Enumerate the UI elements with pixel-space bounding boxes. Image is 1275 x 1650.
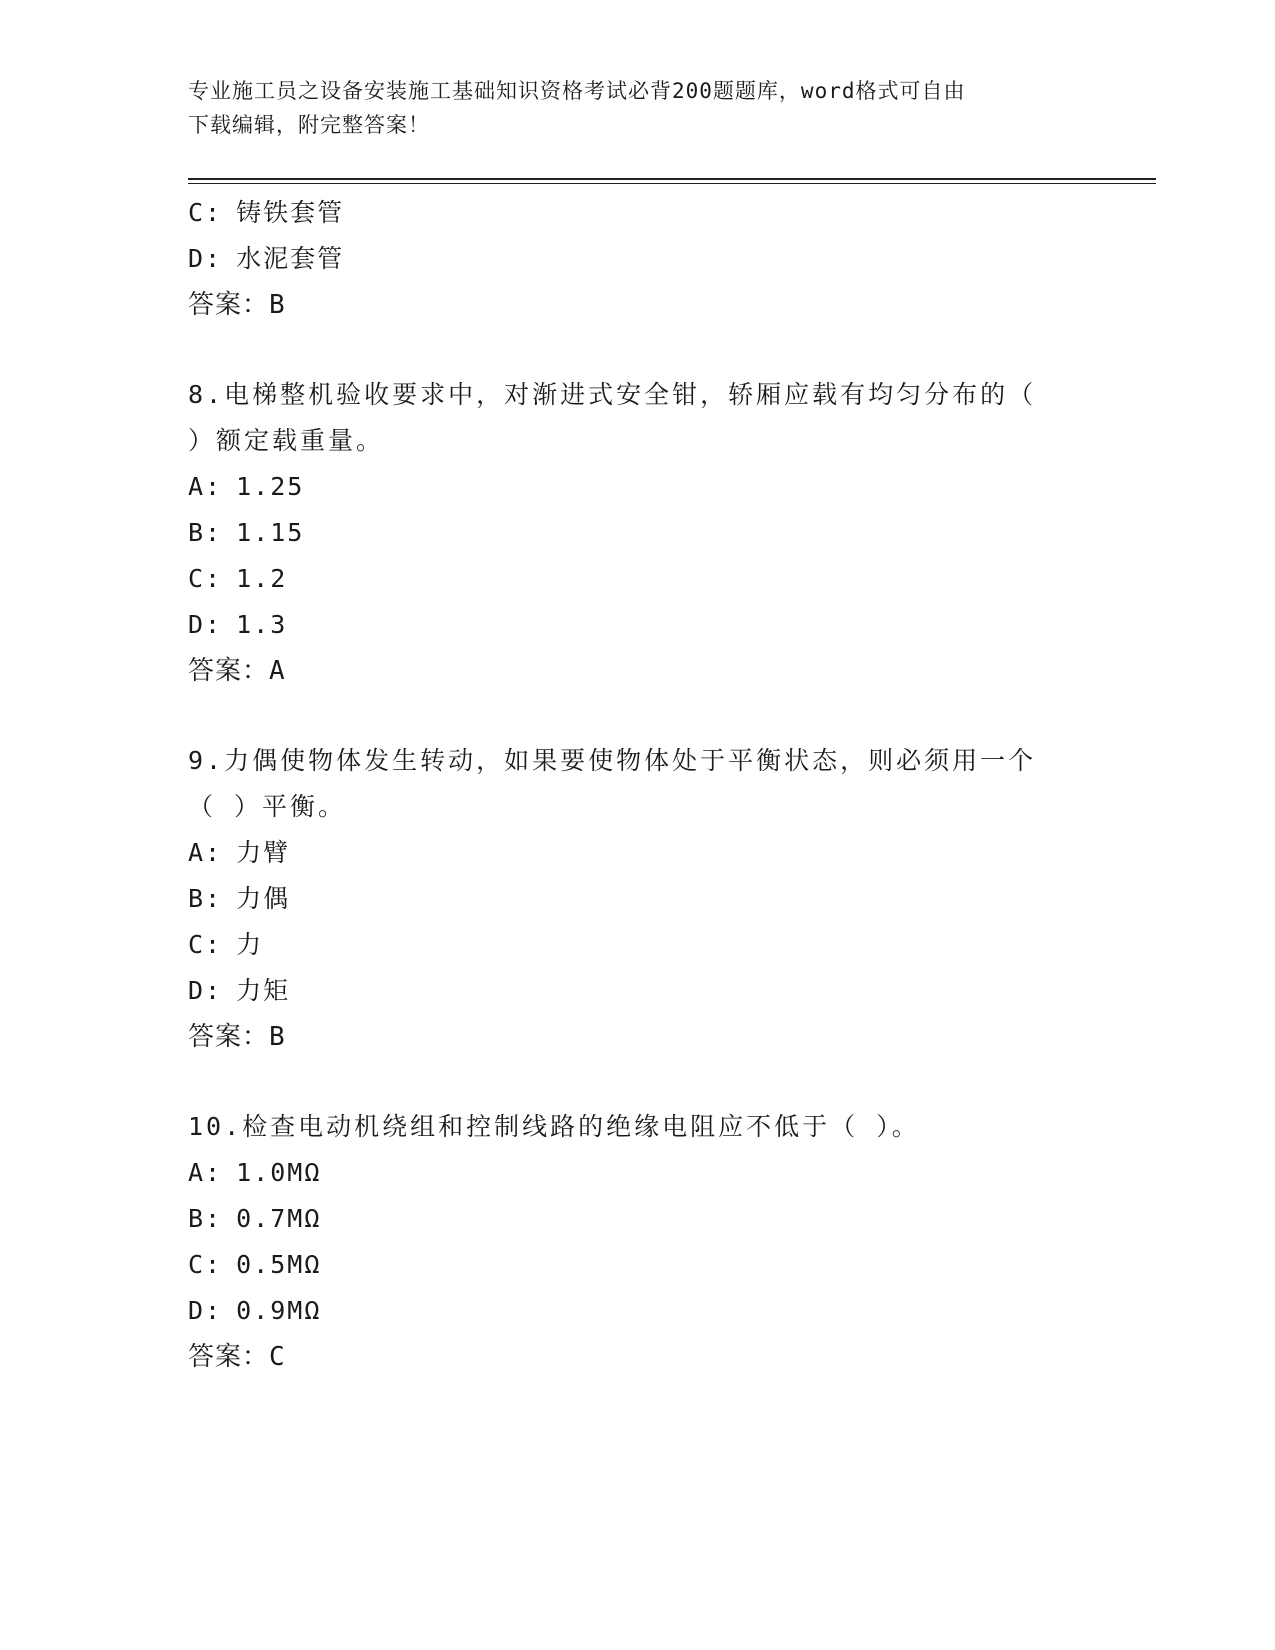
option-b — [188, 876, 1088, 922]
option-a — [188, 1150, 1088, 1196]
question-9 — [188, 738, 1088, 1060]
question-8 — [188, 372, 1088, 694]
option-key: B: — [188, 884, 223, 913]
question-text-line-1: 10.检查电动机绕组和控制线路的绝缘电阻应不低于（ ）。 — [188, 1112, 920, 1141]
option-text: 0.5MΩ — [236, 1250, 322, 1279]
option-b — [188, 1196, 1088, 1242]
option-c — [188, 922, 1088, 968]
question-10 — [188, 1104, 1088, 1380]
option-key: C: — [188, 198, 223, 227]
option-c — [188, 556, 1088, 602]
option-text: 1.25 — [236, 472, 305, 501]
option-text: 水泥套管 — [236, 244, 345, 273]
option-key: C: — [188, 564, 223, 593]
option-c — [188, 1242, 1088, 1288]
option-key: D: — [188, 610, 223, 639]
document-header — [188, 74, 1088, 142]
question-text-line-1: 9.力偶使物体发生转动，如果要使物体处于平衡状态，则必须用一个 — [188, 746, 1037, 775]
header-divider-thin — [188, 183, 1156, 184]
option-d — [188, 602, 1088, 648]
header-line-1: 专业施工员之设备安装施工基础知识资格考试必背200题题库，word格式可自由 — [188, 79, 966, 103]
option-d — [188, 968, 1088, 1014]
option-c — [188, 190, 1088, 236]
answer-line: 答案：A — [188, 656, 286, 686]
option-text: 1.15 — [236, 518, 305, 547]
option-key: D: — [188, 1296, 223, 1325]
option-text: 1.2 — [236, 564, 288, 593]
option-text: 1.3 — [236, 610, 288, 639]
option-key: C: — [188, 1250, 223, 1279]
option-key: A: — [188, 838, 223, 867]
answer-line: 答案：B — [188, 1022, 286, 1052]
option-text: 0.7MΩ — [236, 1204, 322, 1233]
previous-question-tail — [188, 190, 1088, 328]
document-body — [188, 190, 1088, 1380]
option-key: B: — [188, 518, 223, 547]
option-text: 力 — [236, 930, 264, 959]
option-text: 铸铁套管 — [236, 198, 345, 227]
option-b — [188, 510, 1088, 556]
option-text: 力矩 — [236, 976, 291, 1005]
option-key: A: — [188, 1158, 223, 1187]
option-text: 力臂 — [236, 838, 291, 867]
answer-line: 答案：B — [188, 290, 286, 320]
header-line-2: 下载编辑，附完整答案！ — [188, 113, 430, 137]
header-divider-thick — [188, 178, 1156, 180]
option-a — [188, 830, 1088, 876]
option-key: D: — [188, 976, 223, 1005]
option-key: B: — [188, 1204, 223, 1233]
question-text-line-2: （ ）平衡。 — [188, 792, 347, 821]
option-key: D: — [188, 244, 223, 273]
option-d — [188, 236, 1088, 282]
question-text-line-2: ）额定载重量。 — [188, 426, 385, 455]
option-text: 0.9MΩ — [236, 1296, 322, 1325]
answer-line: 答案：C — [188, 1342, 286, 1372]
question-text-line-1: 8.电梯整机验收要求中，对渐进式安全钳，轿厢应载有均匀分布的（ — [188, 380, 1037, 409]
option-key: C: — [188, 930, 223, 959]
option-text: 力偶 — [236, 884, 291, 913]
option-text: 1.0MΩ — [236, 1158, 322, 1187]
option-d — [188, 1288, 1088, 1334]
option-key: A: — [188, 472, 223, 501]
option-a — [188, 464, 1088, 510]
